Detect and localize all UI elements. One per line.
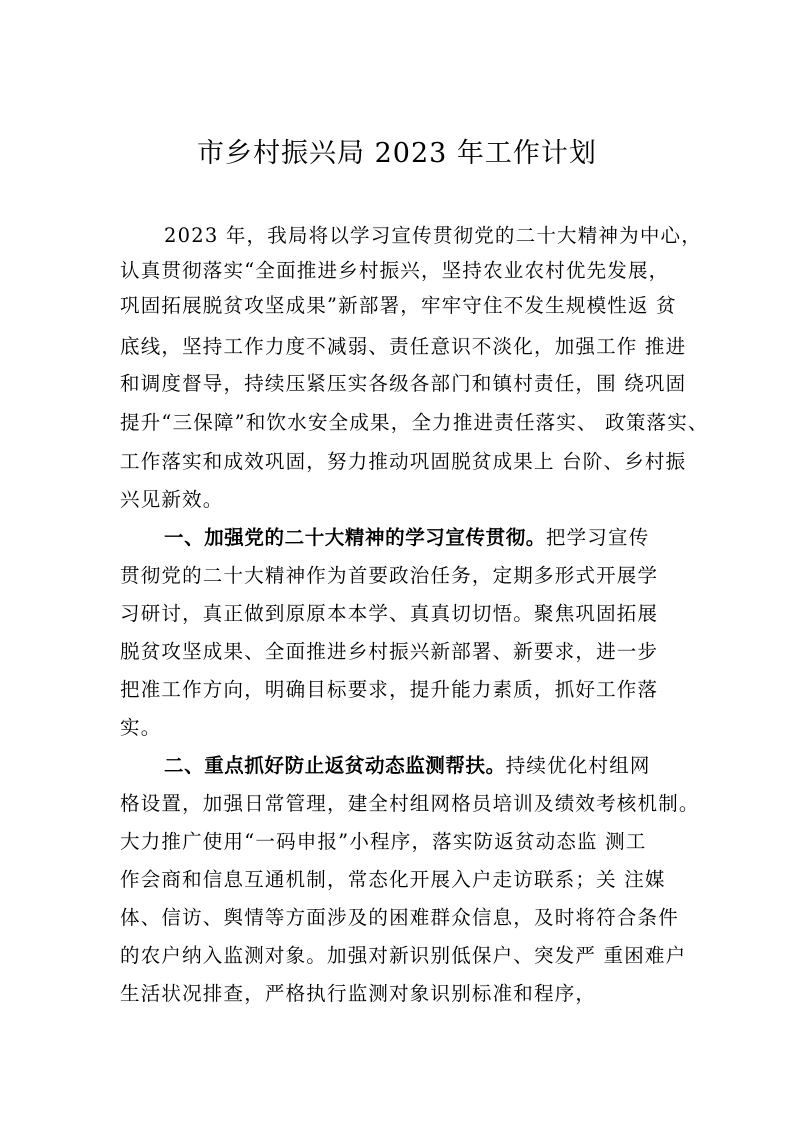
section-2-line-3: 大力推广使用“一码申报”小程序，落实防返贫动态监 测工 xyxy=(120,830,647,853)
section-2-first-line xyxy=(164,752,651,780)
section-2-line-5: 体、信访、舆情等方面涉及的困难群众信息，及时将符合条件 xyxy=(120,906,679,929)
intro-line-4: 底线，坚持工作力度不减弱、责任意识不淡化，加强工作 推进 xyxy=(120,335,687,358)
section-1-line-6: 实。 xyxy=(120,716,162,739)
section-2-line-6: 的农户纳入监测对象。加强对新识别低保户、突发严 重困难户 xyxy=(120,944,687,967)
section-1-line-2: 贯彻党的二十大精神作为首要政治任务，定期多形式开展学 xyxy=(120,564,659,587)
section-2-heading: 二、重点抓好防止返贫动态监测帮扶。 xyxy=(164,754,506,777)
section-1-line-4: 脱贫攻坚成果、全面推进乡村振兴新部署、新要求，进一步 xyxy=(120,640,659,663)
section-1-heading: 一、加强党的二十大精神的学习宣传贯彻。 xyxy=(164,526,546,549)
intro-line-3: 巩固拓展脱贫攻坚成果”新部署，牢牢守住不发生规模性返 贫 xyxy=(120,294,677,317)
section-1-line-3: 习研讨，真正做到原原本本学、真真切切悟。聚焦巩固拓展 xyxy=(120,602,659,625)
section-1-line-5: 把准工作方向，明确目标要求，提升能力素质，抓好工作落 xyxy=(120,678,659,701)
section-2-line-2: 格设置，加强日常管理，建全村组网格员培训及绩效考核机制。 xyxy=(120,792,700,815)
section-2-line-7: 生活状况排查，严格执行监测对象识别标准和程序， xyxy=(120,982,597,1005)
section-2-line-4: 作会商和信息互通机制，常态化开展入户走访联系；关 注媒 xyxy=(120,868,666,891)
section-1-first-line xyxy=(164,524,649,552)
intro-line-7: 工作落实和成效巩固，努力推动巩固脱贫成果上 台阶、乡村振 xyxy=(120,450,687,473)
intro-line-5: 和调度督导，持续压紧压实各级各部门和镇村责任，围 绕巩固 xyxy=(120,372,687,395)
intro-line-2: 认真贯彻落实“全面推进乡村振兴，坚持农业农村优先发展， xyxy=(120,259,670,282)
intro-line-6: 提升“三保障”和饮水安全成果，全力推进责任落实、 政策落实、 xyxy=(120,411,709,434)
document-title: 市乡村振兴局 2023 年工作计划 xyxy=(197,138,597,169)
section-1-first-line-text: 把学习宣传 xyxy=(545,526,650,549)
section-2-first-line-text: 持续优化村组网 xyxy=(505,754,651,777)
intro-line-8: 兴见新效。 xyxy=(120,488,224,511)
intro-line-1: 2023 年，我局将以学习宣传贯彻党的二十大精神为中心， xyxy=(164,224,702,247)
